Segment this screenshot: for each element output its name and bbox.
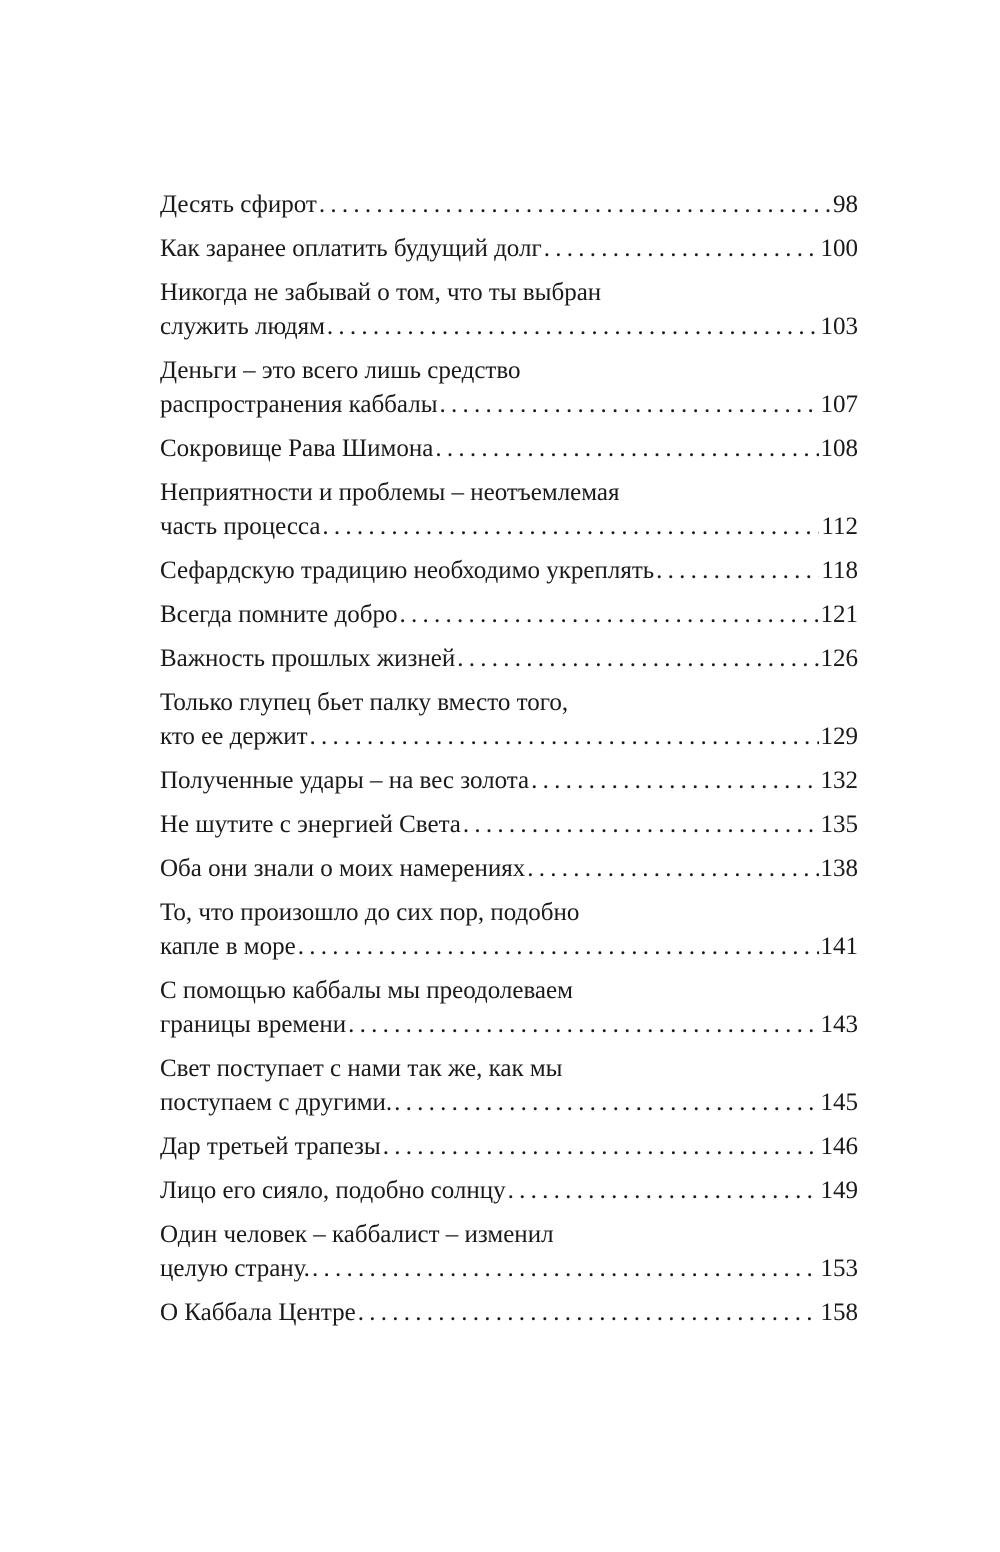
dot-leader: [440, 390, 819, 419]
toc-entry-title-line2: целую страну.: [160, 1255, 310, 1282]
toc-entry[interactable]: [160, 556, 858, 585]
dot-leader: [457, 644, 818, 673]
toc-entry-title-line1: Неприятности и проблемы – неотъемлемая: [160, 479, 620, 506]
toc-entry[interactable]: [160, 854, 858, 883]
dot-leader: [310, 722, 819, 751]
dot-leader: [312, 1254, 819, 1283]
toc-entry[interactable]: [160, 766, 858, 795]
toc-page-number: 132: [820, 767, 858, 794]
dot-leader: [656, 556, 819, 585]
toc-entry-title-line2: поступаем с другими.: [160, 1089, 393, 1116]
dot-leader: [383, 1132, 819, 1161]
toc-entry[interactable]: [160, 1054, 858, 1117]
toc-entry-title-line1: С помощью каббалы мы преодолеваем: [160, 977, 573, 1004]
toc-entry-title: Как заранее оплатить будущий долг: [160, 235, 542, 262]
toc-entry-title: Сефардскую традицию необходимо укреплять: [160, 557, 655, 584]
toc-entry[interactable]: [160, 898, 858, 961]
toc-entry[interactable]: [160, 1132, 858, 1161]
toc-entry-title-line2: границы времени: [160, 1011, 347, 1038]
toc-entry[interactable]: [160, 478, 858, 541]
toc-entry[interactable]: [160, 1298, 858, 1327]
toc-entry-title: Дар третьей трапезы: [160, 1133, 381, 1160]
toc-page-number: 112: [821, 513, 858, 540]
toc-page-number: 135: [820, 811, 858, 838]
toc-entry[interactable]: [160, 234, 858, 263]
toc-entry[interactable]: [160, 810, 858, 839]
toc-page-number: 153: [820, 1255, 858, 1282]
toc-page-number: 146: [820, 1133, 858, 1160]
toc-entry[interactable]: [160, 976, 858, 1039]
dot-leader: [399, 600, 818, 629]
dot-leader: [508, 1176, 819, 1205]
toc-entry-title: Лицо его сияло, подобно солнцу: [160, 1177, 506, 1204]
toc-entry[interactable]: [160, 356, 858, 419]
toc-page-number: 143: [820, 1011, 858, 1038]
toc-entry-title: Не шутите с энергией Света: [160, 811, 461, 838]
toc-entry-title-line1: Свет поступает с нами так же, как мы: [160, 1055, 563, 1082]
dot-leader: [327, 312, 819, 341]
toc-entry-title-line1: То, что произошло до сих пор, подобно: [160, 899, 580, 926]
toc-entry-title: Полученные удары – на вес золота: [160, 767, 530, 794]
dot-leader: [319, 190, 831, 219]
toc-entry[interactable]: [160, 600, 858, 629]
toc-entry-title: Важность прошлых жизней: [160, 645, 456, 672]
toc-entry-title-line2: служить людям: [160, 313, 325, 340]
dot-leader: [463, 810, 819, 839]
toc-entry-title-line2: часть процесса: [160, 513, 321, 540]
toc-entry-title-line1: Один человек – каббалист – изменил: [160, 1221, 554, 1248]
toc-entry[interactable]: [160, 644, 858, 673]
dot-leader: [544, 234, 819, 263]
table-of-contents: [160, 190, 858, 1342]
dot-leader: [322, 512, 819, 541]
toc-entry-title-line2: кто ее держит: [160, 723, 308, 750]
toc-page-number: 107: [820, 391, 858, 418]
dot-leader: [527, 854, 818, 883]
toc-page-number: 126: [820, 645, 858, 672]
dot-leader: [435, 434, 818, 463]
toc-entry-title-line1: Никогда не забывай о том, что ты выбран: [160, 279, 602, 306]
toc-page-number: 141: [820, 933, 858, 960]
toc-page-number: 129: [820, 723, 858, 750]
dot-leader: [531, 766, 818, 795]
toc-entry-title-line2: капле в море: [160, 933, 296, 960]
toc-page-number: 138: [820, 855, 858, 882]
toc-entry[interactable]: [160, 190, 858, 219]
dot-leader: [298, 932, 819, 961]
toc-page-number: 145: [820, 1089, 858, 1116]
toc-page-number: 98: [833, 191, 858, 218]
toc-page-number: 100: [820, 235, 858, 262]
toc-entry-title-line1: Деньги – это всего лишь средство: [160, 357, 521, 384]
toc-entry[interactable]: [160, 688, 858, 751]
toc-entry-title: Сокровище Рава Шимона: [160, 435, 434, 462]
toc-page-number: 108: [820, 435, 858, 462]
toc-page-number: 149: [820, 1177, 858, 1204]
toc-entry[interactable]: [160, 434, 858, 463]
toc-entry-title: Всегда помните добро: [160, 601, 398, 628]
toc-entry[interactable]: [160, 1176, 858, 1205]
toc-page-number: 118: [821, 557, 858, 584]
toc-page-number: 103: [820, 313, 858, 340]
toc-page-number: 158: [820, 1299, 858, 1326]
toc-entry[interactable]: [160, 1220, 858, 1283]
toc-entry[interactable]: [160, 278, 858, 341]
dot-leader: [394, 1088, 818, 1117]
toc-entry-title-line2: распространения каббалы: [160, 391, 438, 418]
dot-leader: [358, 1298, 819, 1327]
dot-leader: [348, 1010, 818, 1039]
toc-entry-title-line1: Только глупец бьет палку вместо того,: [160, 689, 569, 716]
toc-page-number: 121: [820, 601, 858, 628]
toc-entry-title: Оба они знали о моих намерениях: [160, 855, 526, 882]
toc-entry-title: Десять сфирот: [160, 191, 317, 218]
toc-entry-title: О Каббала Центре: [160, 1299, 356, 1326]
